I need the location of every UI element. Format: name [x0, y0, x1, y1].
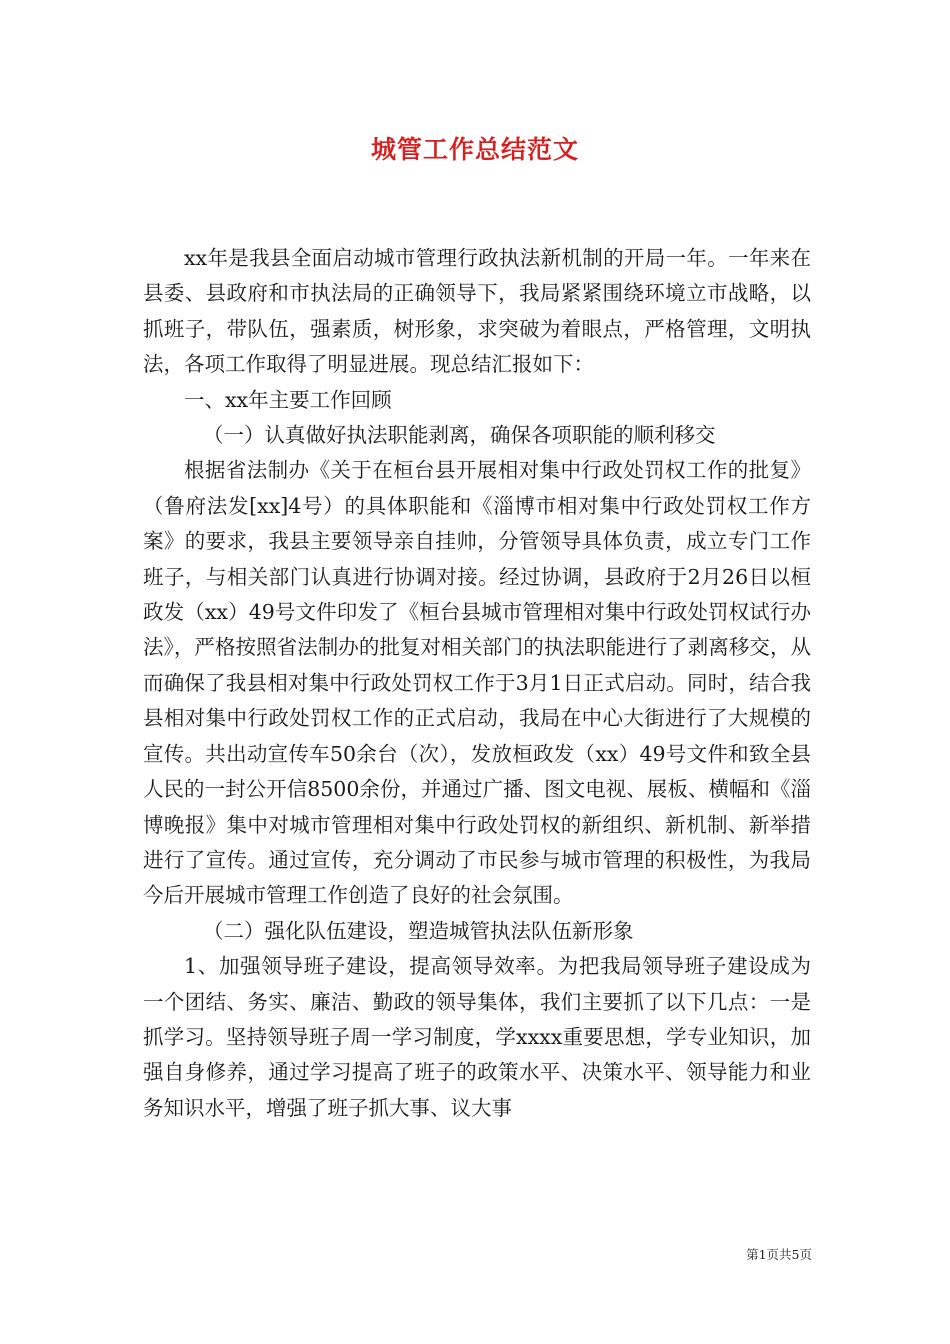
paragraph-subsection-1: 根据省法制办《关于在桓台县开展相对集中行政处罚权工作的批复》（鲁府法发[xx]4号）的具体职能和《淄博市相对集中行政处罚权工作方案》的要求，我县主要领导亲自挂帅，分管领导具体负责，成立专门工作班子，与相关部门认真进行协调对接。经过协调，县政府于2月26日以桓政发（xx）49号文件印发了《桓台县城市管理相对集中行政处罚权试行办法》，严格按照省法制办的批复对相关部门的执法职能进行了剥离移交，从而确保了我县相对集中行政处罚权工作于3月1日正式启动。同时，结合我县相对集中行政处罚权工作的正式启动，我局在中心大街进行了大规模的宣传。共出动宣传车50余台（次），发放桓政发（xx）49号文件和致全县人民的一封公开信8500余份，并通过广播、图文电视、展板、横幅和《淄博晚报》集中对城市管理相对集中行政处罚权的新组织、新机制、新举措进行了宣传。通过宣传，充分调动了市民参与城市管理的积极性，为我局今后开展城市管理工作创造了良好的社会氛围。 — [143, 458, 811, 908]
document-body — [143, 241, 811, 1126]
page-title: 城管工作总结范文 — [370, 135, 579, 164]
paragraph-subsection-2: 1、加强领导班子建设，提高领导效率。为把我局领导班子建设成为一个团结、务实、廉洁、勤政的领导集体，我们主要抓了以下几点：一是抓学习。坚持领导班子周一学习制度，学xxxx重要思想，学专业知识，加强自身修养，通过学习提高了班子的政策水平、决策水平、领导能力和业务知识水平，增强了班子抓大事、议大事 — [143, 954, 811, 1120]
heading-section-1: 一、xx年主要工作回顾 — [184, 387, 392, 412]
heading-subsection-1: （一）认真做好执法职能剥离，确保各项职能的顺利移交 — [203, 423, 716, 448]
page-number: 第1页共5页 — [746, 1247, 812, 1262]
heading-subsection-2: （二）强化队伍建设，塑造城管执法队伍新形象 — [203, 918, 634, 943]
paragraph-intro: xx年是我县全面启动城市管理行政执法新机制的开局一年。一年来在县委、县政府和市执法局的正确领导下，我局紧紧围绕环境立市战略，以抓班子，带队伍，强素质，树形象，求突破为着眼点，严格管理，文明执法，各项工作取得了明显进展。现总结汇报如下： — [143, 246, 811, 377]
